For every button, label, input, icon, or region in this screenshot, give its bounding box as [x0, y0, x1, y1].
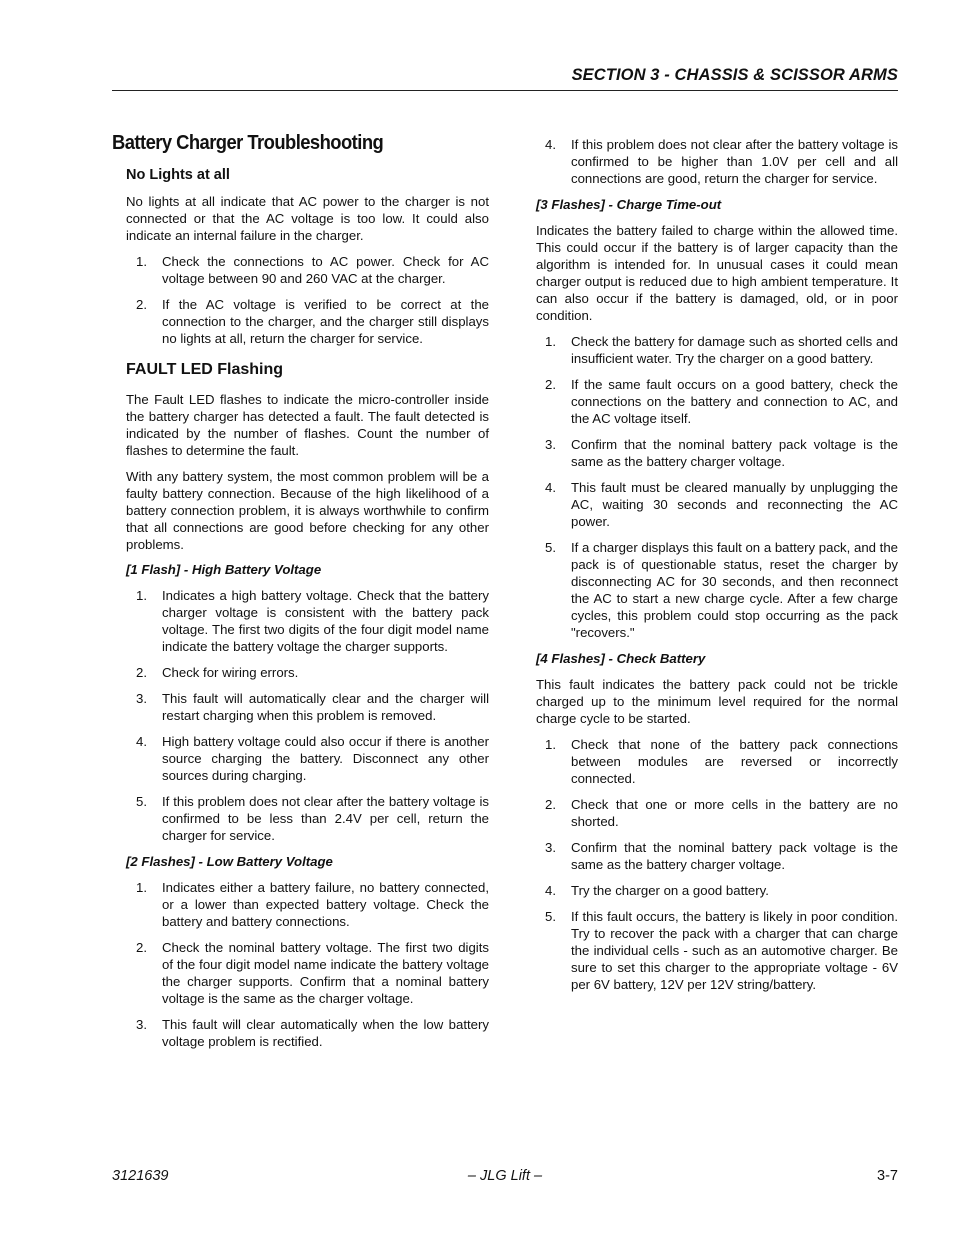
item-text: Check for wiring errors. [162, 665, 299, 680]
item-number: 4. [545, 883, 556, 898]
footer-brand: – JLG Lift – [467, 1168, 543, 1184]
item-text: Check the connections to AC power. Check for AC voltage between 90 and 260 VAC at the charger. [162, 254, 489, 286]
right-column [536, 136, 898, 1003]
item-text: Confirm that the nominal battery pack voltage is the same as the battery charger voltage. [571, 437, 898, 469]
list-item [112, 690, 489, 724]
item-text: If this fault occurs, the battery is likely in poor condition. Try to recover the pack with a charger that can charge the individual cells - such as an automotive charger. Be sure to set this charger to the appropriate voltage - 6V per 6V battery, 12V per 12V string/battery. [571, 909, 898, 992]
list-item [536, 436, 898, 470]
item-number: 4. [545, 137, 556, 152]
list-item [112, 793, 489, 844]
item-number: 2. [545, 377, 556, 392]
item-number: 3. [545, 840, 556, 855]
flash2-continued-list [536, 136, 898, 187]
flash2-heading: [2 Flashes] - Low Battery Voltage [126, 854, 333, 869]
fault-paragraph-1: The Fault LED flashes to indicate the micro-controller inside the battery charger has detected a fault. The fault detected is indicated by the number of flashes. Count the number of flashes to determine the fault. [126, 392, 489, 458]
flash2-list [112, 879, 489, 1050]
page-number: 3-7 [877, 1168, 898, 1184]
flash1-heading: [1 Flash] - High Battery Voltage [126, 562, 322, 577]
item-text: Check the battery for damage such as shorted cells and insufficient water. Try the charger on a good battery. [571, 334, 898, 366]
item-number: 1. [136, 254, 147, 269]
item-text: Try the charger on a good battery. [571, 883, 769, 898]
flash4-heading: [4 Flashes] - Check Battery [536, 651, 706, 666]
section-title: SECTION 3 - CHASSIS & SCISSOR ARMS [571, 66, 898, 84]
list-item [112, 253, 489, 287]
item-number: 2. [136, 940, 147, 955]
flash3-list [536, 333, 898, 641]
document-number: 3121639 [112, 1168, 169, 1184]
item-text: If the same fault occurs on a good battery, check the connections on the battery and connection to AC, and the AC voltage itself. [571, 377, 898, 426]
page-header [112, 64, 898, 91]
list-item [112, 733, 489, 784]
item-number: 1. [136, 588, 147, 603]
list-item [536, 333, 898, 367]
fault-led-heading: FAULT LED Flashing [126, 361, 284, 378]
item-text: This fault will clear automatically when the low battery voltage problem is rectified. [162, 1017, 489, 1049]
left-column [112, 132, 489, 1060]
item-text: If this problem does not clear after the battery voltage is confirmed to be less than 2.4V per cell, return the charger for service. [162, 794, 489, 843]
flash1-list [112, 587, 489, 844]
no-lights-intro: No lights at all indicate that AC power to the charger is not connected or that the AC voltage is too low. It could also indicate an internal failure in the charger. [126, 194, 489, 243]
list-item [536, 882, 898, 899]
list-item [112, 664, 489, 681]
flash3-intro: Indicates the battery failed to charge within the allowed time. This could occur if the battery is of larger capacity than the algorithm is intended for. In unusual cases it could mean charger output is reduced due to high ambient temperature. It can also occur if the battery is damaged, old, or in poor condition. [536, 223, 898, 323]
list-item [536, 479, 898, 530]
list-item [112, 1016, 489, 1050]
item-text: This fault must be cleared manually by unplugging the AC, waiting 30 seconds and reconnecting the AC power. [571, 480, 898, 529]
item-number: 3. [136, 691, 147, 706]
item-text: Check that none of the battery pack connections between modules are reversed or incorrectly connected. [571, 737, 898, 786]
item-number: 5. [545, 540, 556, 555]
item-number: 1. [545, 737, 556, 752]
list-item [536, 908, 898, 993]
list-item [112, 587, 489, 655]
page-title: Battery Charger Troubleshooting [112, 132, 384, 154]
item-number: 4. [136, 734, 147, 749]
list-item [536, 796, 898, 830]
list-item [536, 539, 898, 641]
item-text: This fault will automatically clear and the charger will restart charging when this problem is removed. [162, 691, 489, 723]
list-item [536, 736, 898, 787]
item-text: Indicates a high battery voltage. Check that the battery charger voltage is consistent with the battery pack voltage. The first two digits of the four digit model name indicate the battery voltage the charger supports. [162, 588, 489, 654]
list-item [112, 879, 489, 930]
item-text: Check that one or more cells in the battery are no shorted. [571, 797, 898, 829]
list-item [112, 939, 489, 1007]
item-text: If the AC voltage is verified to be correct at the connection to the charger, and the charger still displays no lights at all, return the charger for service. [162, 297, 489, 346]
flash3-heading: [3 Flashes] - Charge Time-out [536, 197, 722, 212]
no-lights-list [112, 253, 489, 347]
item-number: 2. [545, 797, 556, 812]
item-number: 4. [545, 480, 556, 495]
flash4-list [536, 736, 898, 993]
item-number: 3. [136, 1017, 147, 1032]
no-lights-heading: No Lights at all [126, 167, 230, 183]
item-text: If a charger displays this fault on a battery pack, and the pack is of questionable status, reset the charger by disconnecting AC for 30 seconds, and then reconnect the AC to start a new charge cycle. After a few charge cycles, this problem could stop occurring as the pack "recovers." [571, 540, 898, 640]
item-number: 2. [136, 297, 147, 312]
list-item [112, 296, 489, 347]
item-number: 1. [545, 334, 556, 349]
item-text: Check the nominal battery voltage. The first two digits of the four digit model name indicate the battery voltage the charger supports. Confirm that a nominal battery voltage is the same as the charger voltage. [162, 940, 489, 1006]
item-number: 2. [136, 665, 147, 680]
item-text: If this problem does not clear after the battery voltage is confirmed to be higher than 1.0V per cell and all connections are good, return the charger for service. [571, 137, 898, 186]
item-text: High battery voltage could also occur if there is another source charging the battery. Disconnect any other sources during charging. [162, 734, 489, 783]
fault-paragraph-2: With any battery system, the most common problem will be a faulty battery connection. Because of the high likelihood of a battery connection problem, it is always worthwhile to confirm that all connections are good before checking for any other problems. [126, 469, 489, 552]
item-text: Confirm that the nominal battery pack voltage is the same as the battery charger voltage. [571, 840, 898, 872]
list-item [536, 839, 898, 873]
item-text: Indicates either a battery failure, no battery connected, or a lower than expected battery voltage. Check the battery and battery connections. [162, 880, 489, 929]
list-item [536, 376, 898, 427]
item-number: 5. [136, 794, 147, 809]
list-item [536, 136, 898, 187]
item-number: 3. [545, 437, 556, 452]
flash4-intro: This fault indicates the battery pack could not be trickle charged up to the minimum level required for the normal charge cycle to be started. [536, 677, 898, 726]
item-number: 5. [545, 909, 556, 924]
item-number: 1. [136, 880, 147, 895]
